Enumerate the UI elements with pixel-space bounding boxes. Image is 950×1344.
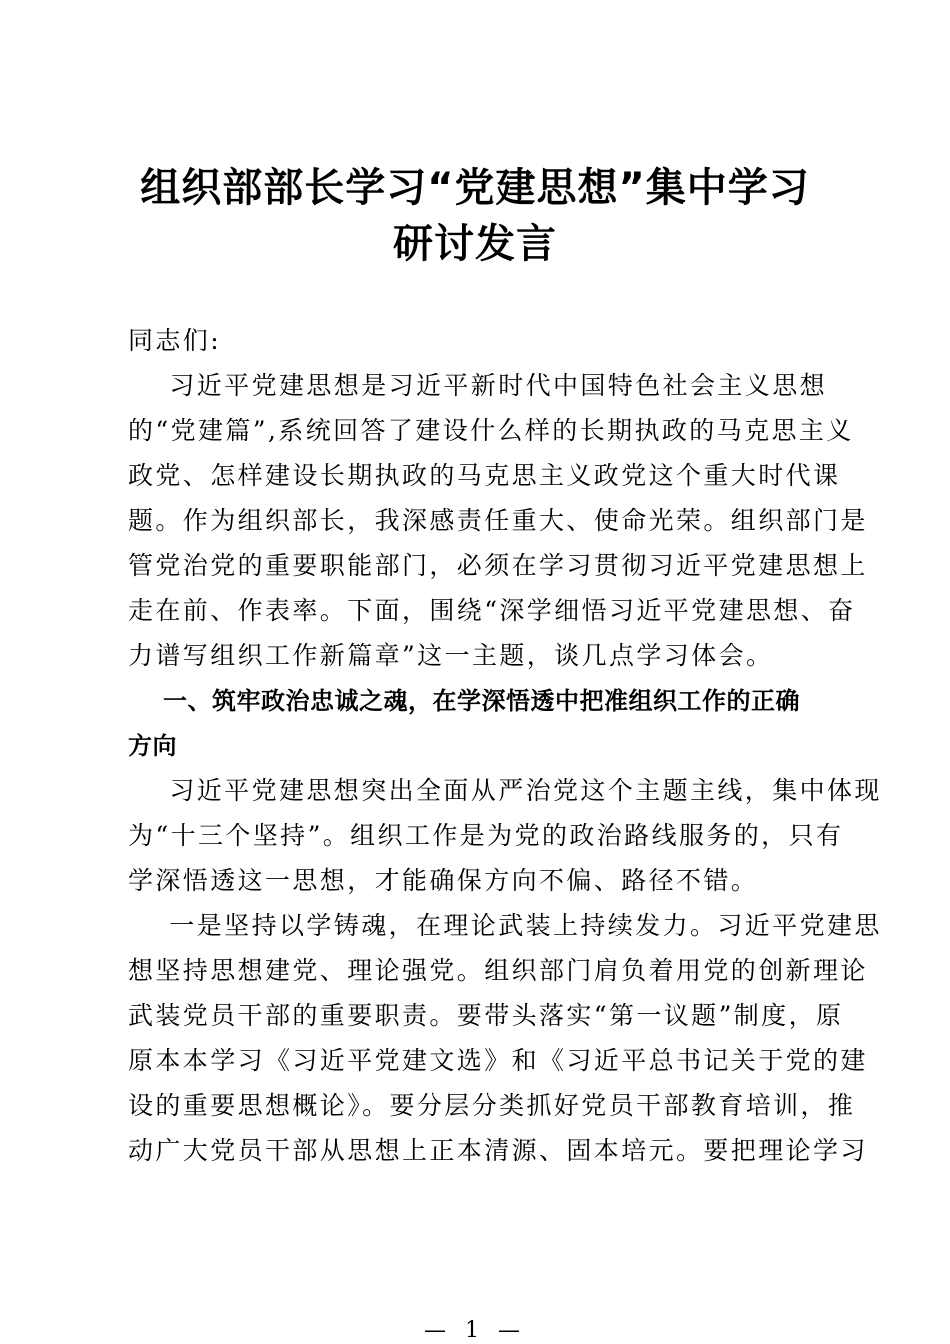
section-1-para-2-line-4: 原本本学习《习近平党建文选》和《习近平总书记关于党的建 [128,1046,868,1075]
section-heading-1-line-1: 一、筑牢政治忠诚之魂，在学深悟透中把准组织工作的正确 [163,687,800,715]
intro-line-2: 的“党建篇”,系统回答了建设什么样的长期执政的马克思主义 [128,416,854,445]
section-1-para-1-line-2: 为“十三个坚持”。组织工作是为党的政治路线服务的，只有 [128,821,844,850]
intro-line-3: 政党、怎样建设长期执政的马克思主义政党这个重大时代课 [128,461,841,490]
intro-line-6: 走在前、作表率。下面，围绕“深学细悟习近平党建思想、奋 [128,596,856,625]
document-title [110,160,840,272]
section-1-para-2-line-1: 一是坚持以学铸魂，在理论武装上持续发力。习近平党建思 [128,911,882,940]
section-1-para-1-line-3: 学深悟透这一思想，才能确保方向不偏、路径不错。 [128,866,759,895]
section-heading-1-line-2: 方向 [128,732,177,760]
title-line-1: 组织部部长学习“党建思想”集中学习 [140,165,810,211]
intro-line-5: 管党治党的重要职能部门，必须在学习贯彻习近平党建思想上 [128,551,868,580]
section-1-para-1-line-1: 习近平党建思想突出全面从严治党这个主题主线，集中体现 [128,776,882,805]
intro-line-1: 习近平党建思想是习近平新时代中国特色社会主义思想 [128,371,827,400]
title-line-2: 研讨发言 [393,221,557,267]
intro-line-7: 力谱写组织工作新篇章”这一主题，谈几点学习体会。 [128,641,774,670]
intro-line-4: 题。作为组织部长，我深感责任重大、使命光荣。组织部门是 [128,506,868,535]
page-number: — 1 — [424,1318,526,1343]
section-1-para-2-line-3: 武装党员干部的重要职责。要带头落实“第一议题”制度，原 [128,1001,844,1030]
section-1-para-2-line-2: 想坚持思想建党、理论强党。组织部门肩负着用党的创新理论 [128,956,868,985]
section-1-para-2-line-6: 动广大党员干部从思想上正本清源、固本培元。要把理论学习 [128,1136,868,1165]
section-1-para-2-line-5: 设的重要思想概论》。要分层分类抓好党员干部教育培训，推 [128,1091,856,1120]
salutation: 同志们: [128,326,222,355]
